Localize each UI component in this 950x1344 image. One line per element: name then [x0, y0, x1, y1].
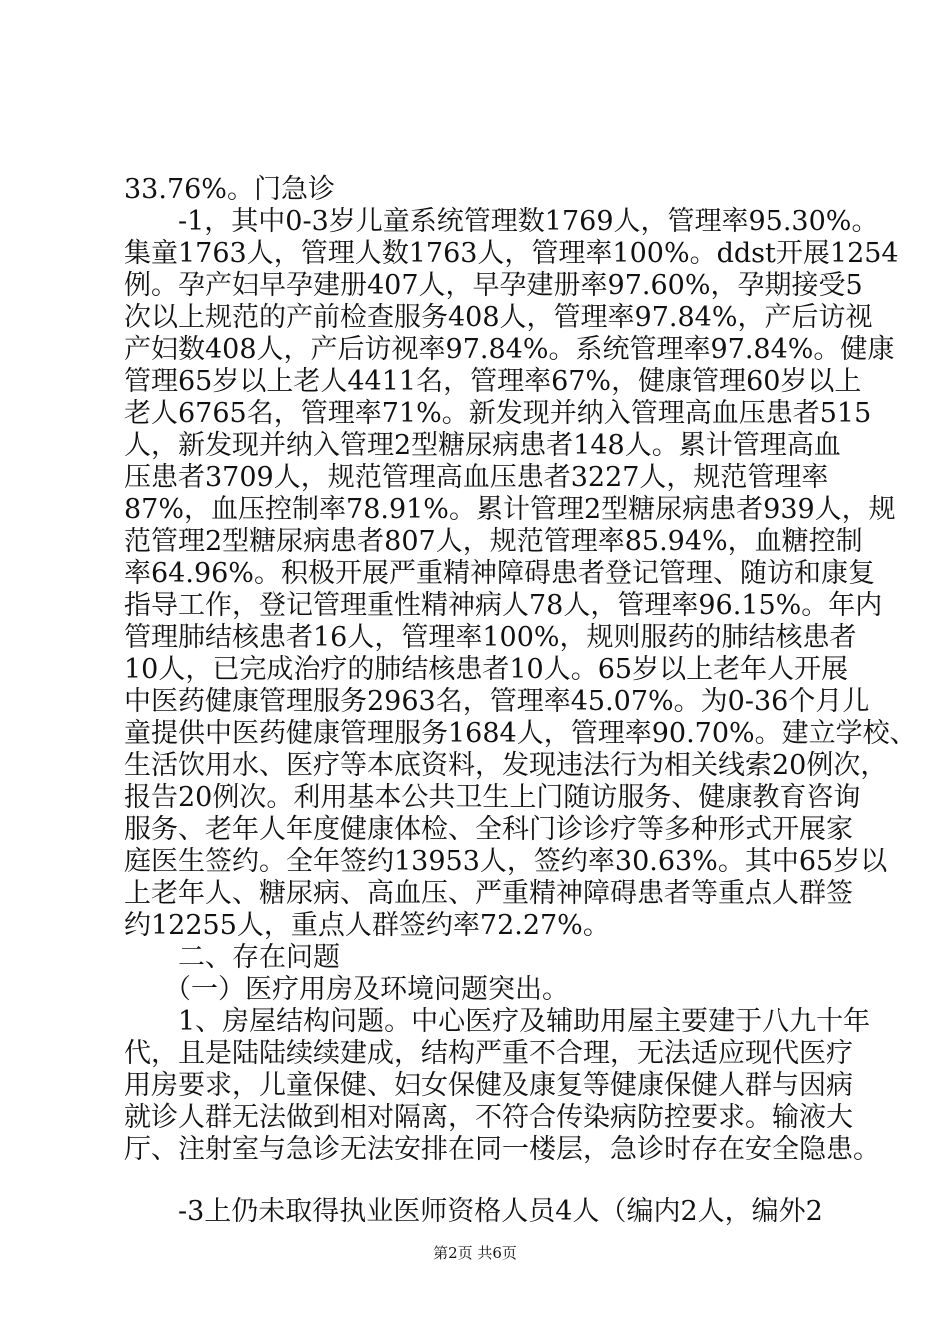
text-line: 范管理2型糖尿病患者807人，规范管理率85.94%，血糖控制	[124, 526, 863, 557]
text-line: 集童1763人，管理人数1763人，管理率100%。ddst开展1254	[124, 238, 899, 269]
subsection-heading: （一）医疗用房及环境问题突出。	[164, 974, 569, 1005]
text-line: 约12255人，重点人群签约率72.27%。	[124, 910, 610, 941]
text-line: 就诊人群无法做到相对隔离，不符合传染病防控要求。输液大	[124, 1102, 853, 1133]
text-line: 例。孕产妇早孕建册407人，早孕建册率97.60%，孕期接受5	[124, 270, 863, 301]
text-line: 上老年人、糖尿病、高血压、严重精神障碍患者等重点人群签	[124, 878, 853, 909]
text-line: 代，且是陆陆续续建成，结构严重不合理，无法适应现代医疗	[124, 1038, 853, 1069]
text-line: -3上仍未取得执业医师资格人员4人（编内2人，编外2	[178, 1196, 823, 1227]
text-line: 生活饮用水、医疗等本底资料，发现违法行为相关线索20例次，	[124, 750, 888, 781]
text-line: 用房要求，儿童保健、妇女保健及康复等健康保健人群与因病	[124, 1070, 853, 1101]
text-line: 指导工作，登记管理重性精神病人78人，管理率96.15%。年内	[124, 590, 883, 621]
section-heading: 二、存在问题	[178, 942, 340, 973]
text-line: 1、房屋结构问题。中心医疗及辅助用屋主要建于八九十年	[178, 1006, 871, 1037]
text-line: 老人6765名，管理率71%。新发现并纳入管理高血压患者515	[124, 398, 872, 429]
text-line: 服务、老年人年度健康体检、全科门诊诊疗等多种形式开展家	[124, 814, 853, 845]
text-line: 管理65岁以上老人4411名，管理率67%，健康管理60岁以上	[124, 366, 862, 397]
page-footer: 第2页 共6页	[433, 1244, 517, 1262]
text-line: 次以上规范的产前检查服务408人，管理率97.84%，产后访视	[124, 302, 873, 333]
text-line: 率64.96%。积极开展严重精神障碍患者登记管理、随访和康复	[124, 558, 875, 589]
text-line: 33.76%。门急诊	[124, 174, 335, 205]
text-line: -1，其中0-3岁儿童系统管理数1769人，管理率95.30%。	[178, 206, 879, 237]
text-line: 中医药健康管理服务2963名，管理率45.07%。为0-36个月儿	[124, 686, 870, 717]
text-line: 87%，血压控制率78.91%。累计管理2型糖尿病患者939人，规	[124, 494, 896, 525]
text-line: 童提供中医药健康管理服务1684人，管理率90.70%。建立学校、	[124, 718, 917, 749]
text-line: 厅、注射室与急诊无法安排在同一楼层，急诊时存在安全隐患。	[124, 1134, 880, 1165]
text-line: 管理肺结核患者16人，管理率100%，规则服药的肺结核患者	[124, 622, 857, 653]
text-line: 人，新发现并纳入管理2型糖尿病患者148人。累计管理高血	[124, 430, 841, 461]
text-line: 报告20例次。利用基本公共卫生上门随访服务、健康教育咨询	[124, 782, 861, 813]
text-line: 压患者3709人，规范管理高血压患者3227人，规范管理率	[124, 462, 829, 493]
text-line: 10人，已完成治疗的肺结核患者10人。65岁以上老年人开展	[124, 654, 849, 685]
text-line: 产妇数408人，产后访视率97.84%。系统管理率97.84%。健康	[124, 334, 895, 365]
text-line: 庭医生签约。全年签约13953人，签约率30.63%。其中65岁以	[124, 846, 888, 877]
